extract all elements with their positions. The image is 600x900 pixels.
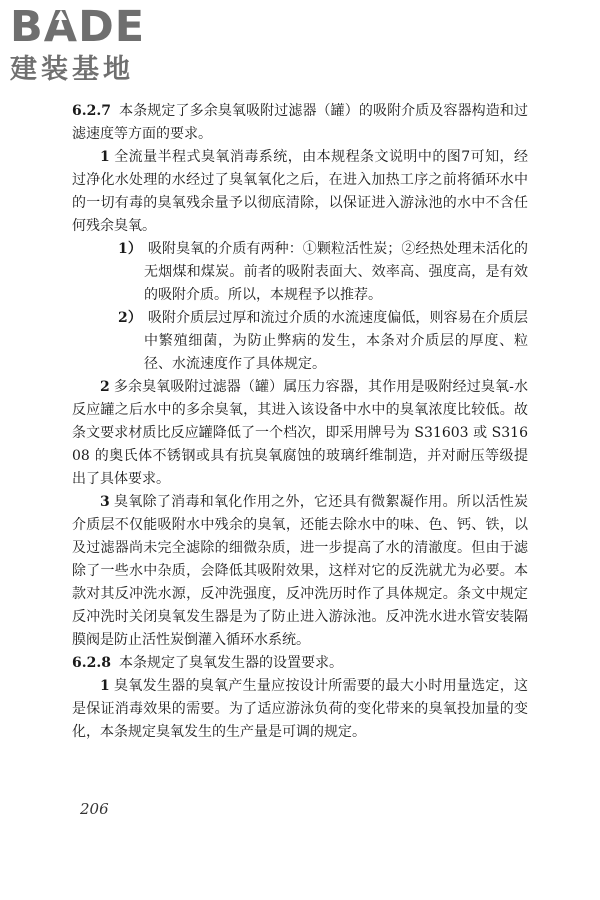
section-text: 本条规定了多余臭氧吸附过滤器（罐）的吸附介质及容器构造和过滤速度等方面的要求。 [72,103,528,142]
item-1 [72,146,528,238]
section-6-2-8 [72,652,528,675]
section-6-2-7 [72,100,528,146]
logo-wordmark: BADE [10,2,146,52]
section-number: 6.2.8 [72,655,111,671]
subitem-text: 吸附臭氧的介质有两种：①颗粒活性炭；②经热处理未活化的无烟煤和煤炭。前者的吸附表面大、效率高、强度高，是有效的吸附介质。所以，本规程予以推荐。 [144,241,528,303]
page-number: 206 [80,800,109,818]
logo-subtitle: 建装基地 [10,54,134,85]
item-number: 1 [100,149,110,165]
item-number: 1 [100,678,110,694]
section-number: 6.2.7 [72,103,111,119]
bade-logo [10,4,180,90]
subitem-1 [72,238,528,307]
subitem-number: 2） [118,310,142,326]
item-text: 臭氧发生器的臭氧产生量应按设计所需要的最大小时用量选定，这是保证消毒效果的需要。为了适应游泳负荷的变化带来的臭氧投加量的变化，本条规定臭氧发生的生产量是可调的规定。 [72,678,528,740]
item-number: 2 [100,379,110,395]
item-1-ozone-generator [72,675,528,744]
item-number: 3 [100,494,110,510]
item-text: 多余臭氧吸附过滤器（罐）属压力容器，其作用是吸附经过臭氧-水反应罐之后水中的多余臭氧，其进入该设备中水中的臭氧浓度比较低。故条文要求材质比反应罐降低了一个档次，即采用牌号为 S31603 或 S31608 的奥氏体不锈钢或具有抗臭氧腐蚀的玻璃纤维制造，并对耐压等级提出了具体要求。 [72,379,528,487]
item-2 [72,376,528,491]
item-text: 全流量半程式臭氧消毒系统，由本规程条文说明中的图7可知，经过净化水处理的水经过了臭氧氧化之后，在进入加热工序之前将循环水中的一切有毒的臭氧残余量予以彻底清除，以保证进入游泳池的水中不含任何残余臭氧。 [72,149,528,234]
subitem-text: 吸附介质层过厚和流过介质的水流速度偏低，则容易在介质层中繁殖细菌，为防止弊病的发生，本条对介质层的厚度、粒径、水流速度作了具体规定。 [144,310,528,372]
item-3 [72,491,528,652]
document-body [72,100,528,744]
subitem-2 [72,307,528,376]
subitem-number: 1） [118,241,142,257]
section-text: 本条规定了臭氧发生器的设置要求。 [118,655,343,671]
item-text: 臭氧除了消毒和氧化作用之外，它还具有微絮凝作用。所以活性炭介质层不仅能吸附水中残余的臭氧，还能去除水中的味、色、钙、铁，以及过滤器尚未完全滤除的细微杂质，进一步提高了水的清澈度。但由于滤除了一些水中杂质，会降低其吸附效果，这样对它的反洗就尤为必要。本款对其反冲洗水源，反冲洗强度，反冲洗历时作了具体规定。条文中规定反冲洗时关闭臭氧发生器是为了防止进入游泳池。反冲洗水进水管安装隔膜阀是防止活性炭倒灌入循环水系统。 [72,494,528,648]
